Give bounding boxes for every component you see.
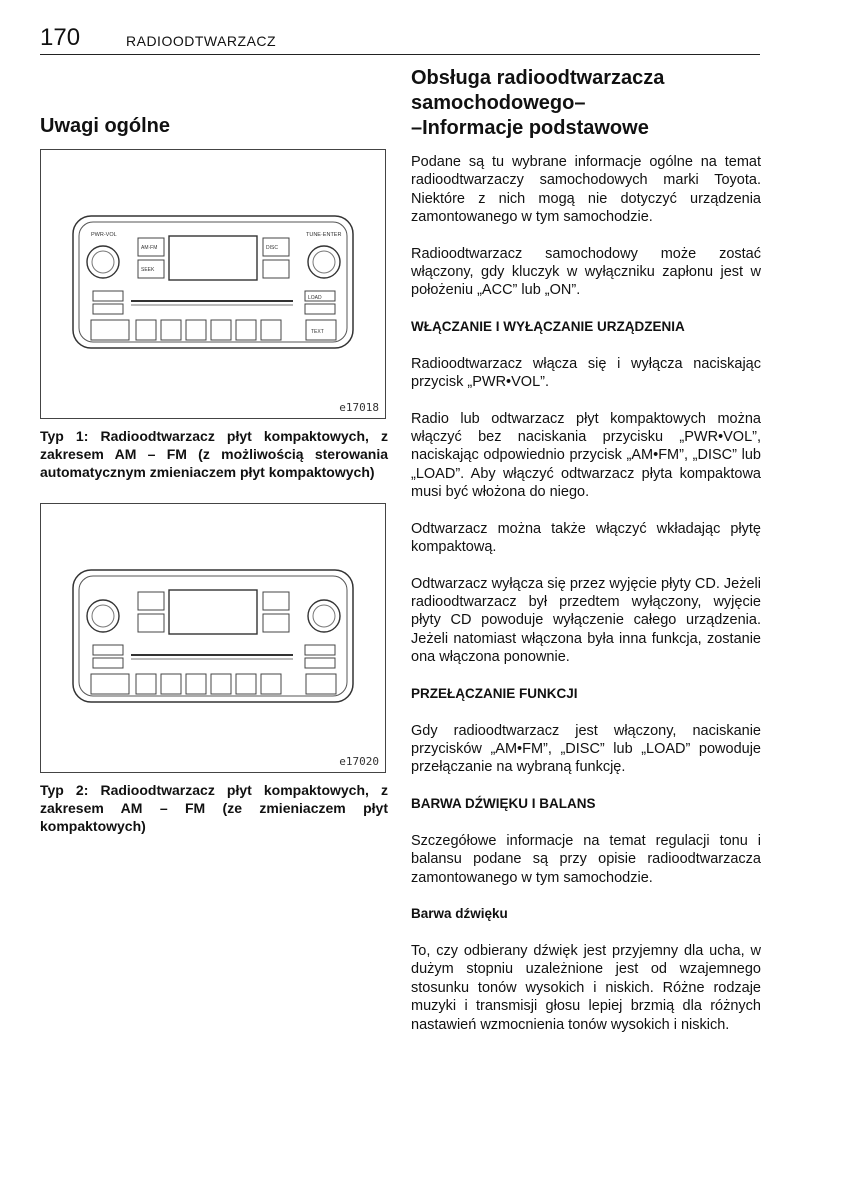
page-number: 170 (40, 24, 81, 51)
subheading: PRZEŁĄCZANIE FUNKCJI (411, 685, 578, 701)
paragraph: Radioodtwarzacz samochodowy może zostać włączony, gdy kluczyk w wyłączniku zapłonu jest w położeniu „ACC” lub „ON”. (411, 245, 761, 299)
subheading: WŁĄCZANIE I WYŁĄCZANIE URZĄDZENIA (411, 318, 685, 334)
left-column (40, 60, 388, 835)
tune-label: TUNE·ENTER (306, 232, 342, 238)
paragraph: Radioodtwarzacz włącza się i wyłącza naciskając przycisk „PWR•VOL”. (411, 355, 761, 391)
radio-illustration (41, 504, 385, 772)
radio-illustration (41, 150, 385, 418)
figure-caption-type1: Typ 1: Radioodtwarzacz płyt kompaktowych, z zakresem AM – FM (z możliwością sterowania automatycznym zmieniaczem płyt kompaktowych) (40, 428, 388, 480)
figure-code: e17020 (339, 755, 379, 768)
paragraph: Odtwarzacz można także włączyć wkładając płytę kompaktową. (411, 520, 761, 556)
am-fm-label: AM·FM (141, 245, 158, 251)
paragraph: Gdy radioodtwarzacz jest włączony, naciskanie przycisków „AM•FM”, „DISC” lub „LOAD” powoduje przełączanie na wybraną funkcję. (411, 722, 761, 776)
section-heading: Uwagi ogólne (40, 115, 170, 137)
section-title: RADIOODTWARZACZ (126, 33, 277, 49)
paragraph: To, czy odbierany dźwięk jest przyjemny dla ucha, w dużym stopniu uzależnione jest od wzajemnego stosunku tonów wysokich i niskich. Różne rodzaje muzyki i transmisji głosu lepiej brzmią dla różnych nastawień wzmocnienia tonów wysokich i niskich. (411, 942, 761, 1033)
title-line: Obsługa radioodtwarzacza (411, 67, 665, 89)
radio-figure-type1 (40, 149, 386, 419)
radio-figure-type2 (40, 503, 386, 773)
subheading: BARWA DŹWIĘKU I BALANS (411, 795, 596, 811)
figure-caption-type2: Typ 2: Radioodtwarzacz płyt kompaktowych, z zakresem AM – FM (ze zmieniaczem płyt kompaktowych) (40, 782, 388, 834)
section-title (411, 66, 761, 141)
title-line: samochodowego– (411, 92, 586, 114)
figure-code: e17018 (339, 401, 379, 414)
title-line: –Informacje podstawowe (411, 117, 649, 139)
paragraph: Podane są tu wybrane informacje ogólne na temat radioodtwarzaczy samochodowych marki Toyota. Niektóre z nich mogą nie dotyczyć urządzenia zamontowanego w tym samochodzie. (411, 154, 761, 226)
text-label: TEXT (311, 329, 324, 335)
paragraph: Odtwarzacz wyłącza się przez wyjęcie płyty CD. Jeżeli radioodtwarzacz był przedtem wyłączony, wyjęcie płyty CD powoduje wyłączenie całego urządzenia. Jeżeli natomiast włączona była inna funkcja, zostanie ona włączona ponownie. (411, 575, 761, 666)
subheading: Barwa dźwięku (411, 905, 508, 921)
load-label: LOAD (308, 295, 322, 301)
paragraph: Szczegółowe informacje na temat regulacji tonu i balansu podane są przy opisie radioodtwarzacza zamontowanego w tym samochodzie. (411, 832, 761, 886)
pwr-vol-label: PWR-VOL (91, 232, 117, 238)
disc-label: DISC (266, 245, 278, 251)
page-header (40, 24, 760, 55)
right-column (411, 66, 761, 1052)
paragraph: Radio lub odtwarzacz płyt kompaktowych można włączyć bez naciskania przycisku „PWR•VOL”, naciskając odpowiednio przycisk „AM•FM”, „DISC” lub „LOAD”. Aby włączyć odtwarzacz płyta kompaktowa musi być włożona do niego. (411, 410, 761, 501)
seek-label: SEEK (141, 267, 155, 273)
